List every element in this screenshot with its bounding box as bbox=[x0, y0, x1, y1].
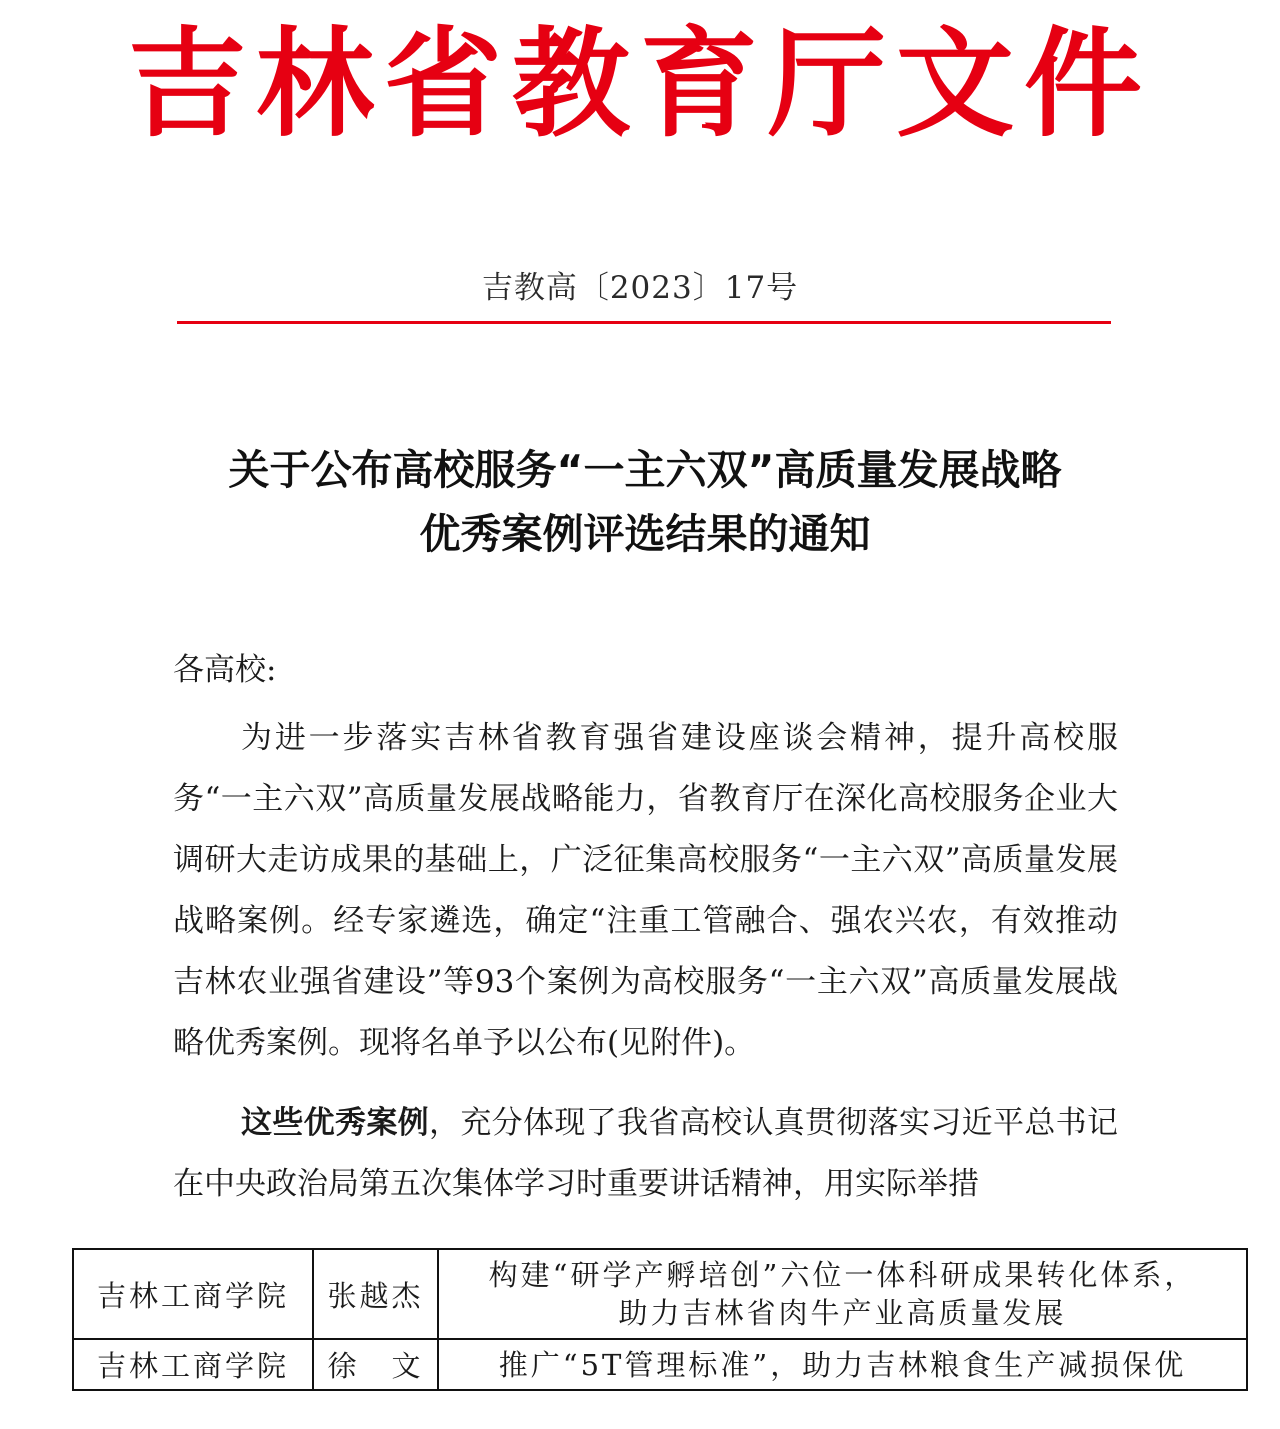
paragraph-2-lead: 这些优秀案例 bbox=[241, 1105, 429, 1141]
title-line-1: 关于公布高校服务“一主六双”高质量发展战略 bbox=[228, 446, 1062, 494]
person-cell: 张越杰 bbox=[313, 1249, 438, 1339]
paragraph-1: 为进一步落实吉林省教育强省建设座谈会精神，提升高校服务“一主六双”高质量发展战略能力，省教育厅在深化高校服务企业大调研大走访成果的基础上，广泛征集高校服务“一主六双”高质量发展战略案例。经专家遴选，确定“注重工管融合、强农兴农，有效推动吉林农业强省建设”等93个案例为高校服务“一主六双”高质量发展战略优秀案例。现将名单予以公布(见附件)。 bbox=[173, 720, 1118, 1061]
table-row bbox=[73, 1249, 1247, 1339]
title-line-2: 优秀案例评选结果的通知 bbox=[419, 510, 871, 558]
case-list-table bbox=[72, 1248, 1248, 1391]
school-cell: 吉林工商学院 bbox=[73, 1249, 313, 1339]
case-title-cell: 推广“5T管理标准”，助力吉林粮食生产减损保优 bbox=[438, 1339, 1247, 1390]
paragraph-2 bbox=[173, 1093, 1118, 1215]
school-cell: 吉林工商学院 bbox=[73, 1339, 313, 1390]
case-title-line-1: 构建“研学产孵培创”六位一体科研成果转化体系， bbox=[488, 1258, 1197, 1292]
red-divider-line bbox=[177, 321, 1111, 324]
table-row bbox=[73, 1339, 1247, 1390]
case-title-cell bbox=[438, 1249, 1247, 1339]
salutation: 各高校: bbox=[173, 652, 277, 688]
document-title bbox=[150, 438, 1140, 566]
paragraph-2-rest: ，充分体现了我省高校认真贯彻落实习近平总书记在中央政治局第五次集体学习时重要讲话精神，用实际举措 bbox=[173, 1105, 1118, 1202]
document-masthead: 吉林省教育厅文件 bbox=[127, 14, 1152, 153]
person-cell: 徐 文 bbox=[313, 1339, 438, 1390]
document-number: 吉教高〔2023〕17号 bbox=[481, 270, 799, 306]
case-title-line-2: 助力吉林省肉牛产业高质量发展 bbox=[618, 1296, 1067, 1330]
